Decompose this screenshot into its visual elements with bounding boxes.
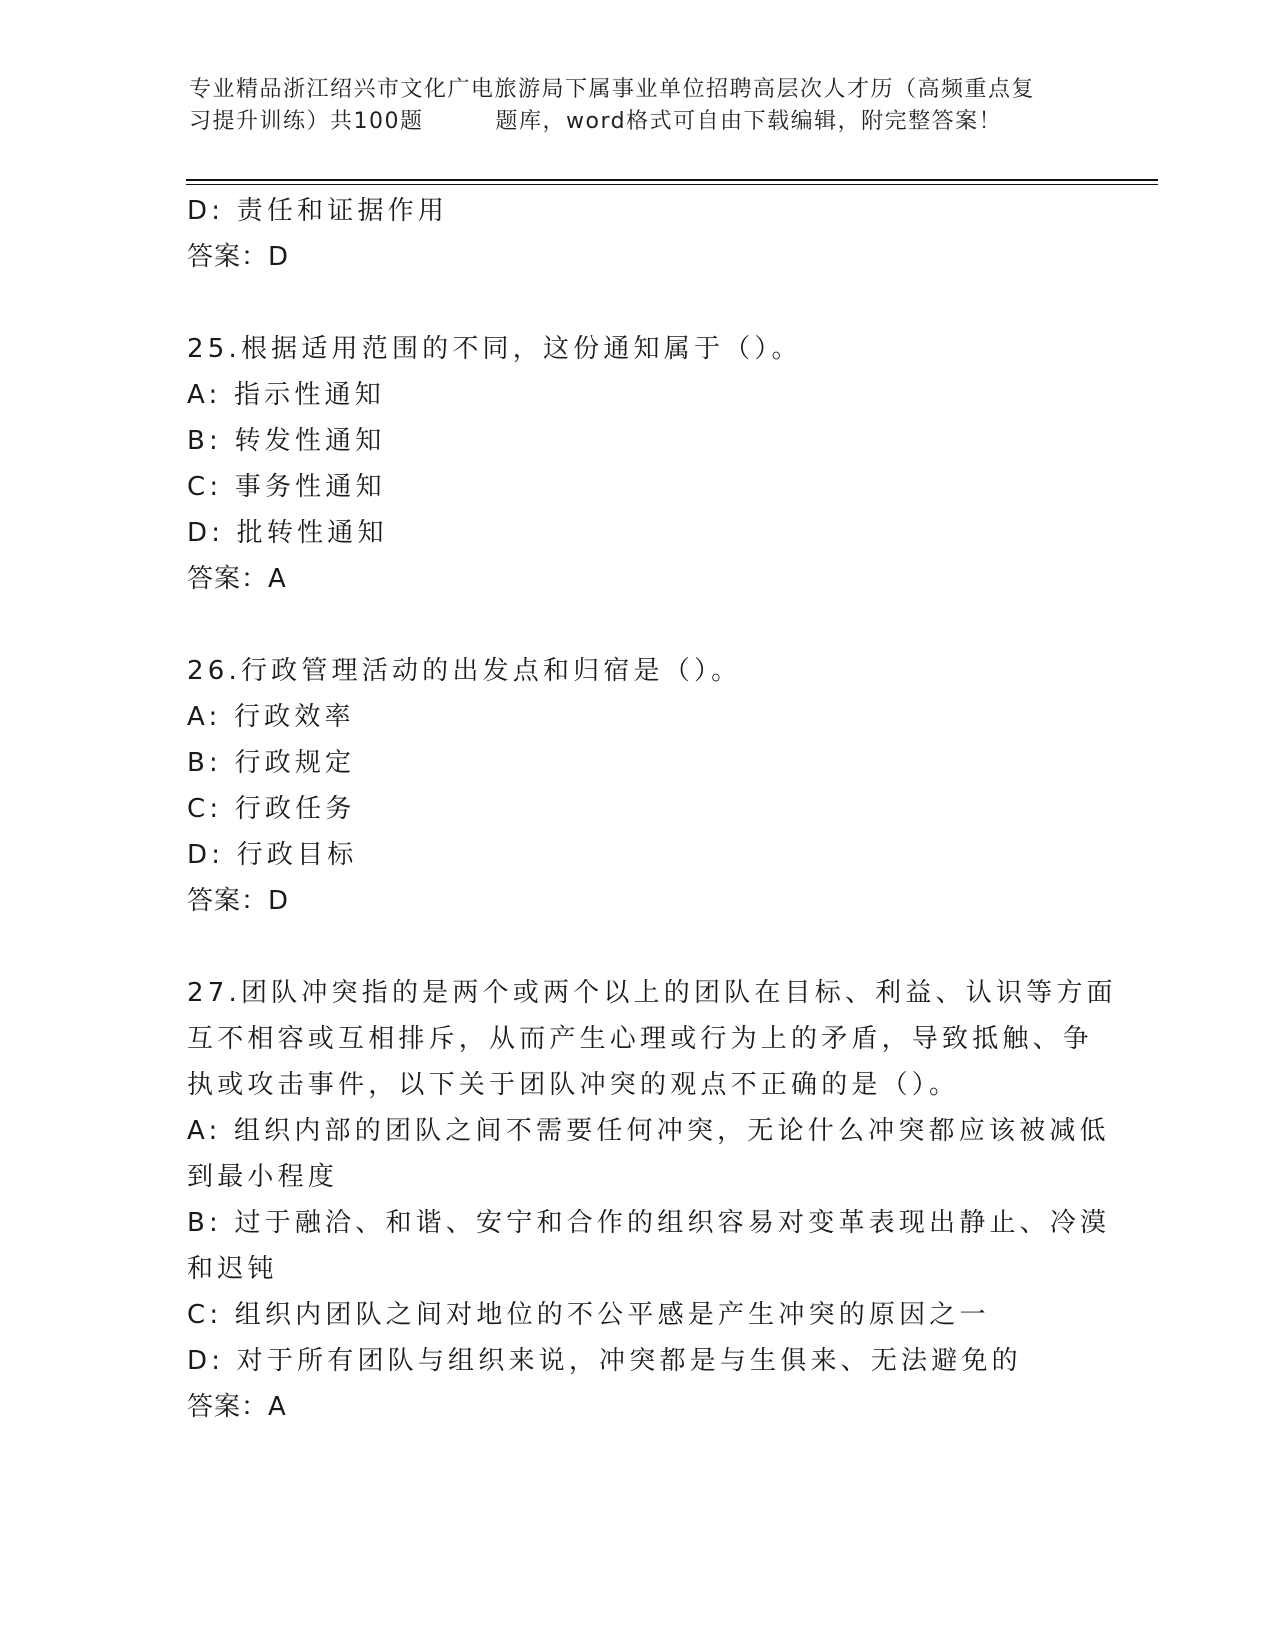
option-b-line: 和迟钝 (187, 1254, 278, 1284)
question-stem-line: 执或攻击事件，以下关于团队冲突的观点不正确的是（）。 (187, 1070, 960, 1100)
header-divider-thin (186, 184, 1158, 185)
question-spacer (187, 924, 1087, 970)
option-c: C: 组织内团队之间对地位的不公平感是产生冲突的原因之一 (187, 1300, 990, 1330)
question-stem-line: 27.团队冲突指的是两个或两个以上的团队在目标、利益、认识等方面 (187, 978, 1117, 1008)
question-block (187, 326, 1087, 602)
header-line-1: 专业精品浙江绍兴市文化广电旅游局下属事业单位招聘高层次人才历（高频重点复 (189, 77, 1036, 102)
header-line-2-left: 习提升训练）共100题 (189, 109, 424, 134)
answer-line: 答案：A (187, 1392, 287, 1422)
option-d: D: 责任和证据作用 (187, 196, 449, 226)
option-d: D: 行政目标 (187, 840, 358, 870)
option-a: A: 指示性通知 (187, 380, 385, 410)
question-spacer (187, 602, 1087, 648)
document-body (187, 188, 1117, 1430)
question-spacer (187, 280, 1087, 326)
option-d: D: 批转性通知 (187, 518, 388, 548)
answer-line: 答案：D (187, 886, 290, 916)
page-header (189, 74, 1089, 138)
question-stem: 25.根据适用范围的不同，这份通知属于（）。 (187, 334, 802, 364)
question-block (187, 648, 1087, 924)
option-a-line: 到最小程度 (187, 1162, 339, 1192)
question-block (187, 970, 1117, 1430)
option-d: D: 对于所有团队与组织来说，冲突都是与生俱来、无法避免的 (187, 1346, 1022, 1376)
answer-line: 答案：D (187, 242, 290, 272)
option-c: C: 行政任务 (187, 794, 356, 824)
option-a: A: 行政效率 (187, 702, 355, 732)
option-c: C: 事务性通知 (187, 472, 386, 502)
question-stem: 26.行政管理活动的出发点和归宿是（）。 (187, 656, 742, 686)
header-line-2 (189, 106, 1089, 138)
option-b: B: 转发性通知 (187, 426, 386, 456)
option-a-line: A: 组织内部的团队之间不需要任何冲突，无论什么冲突都应该被减低 (187, 1116, 1110, 1146)
option-b-line: B: 过于融洽、和谐、安宁和合作的组织容易对变革表现出静止、冷漠 (187, 1208, 1111, 1238)
answer-line: 答案：A (187, 564, 287, 594)
question-stem-line: 互不相容或互相排斥，从而产生心理或行为上的矛盾，导致抵触、争 (187, 1024, 1094, 1054)
option-b: B: 行政规定 (187, 748, 356, 778)
header-divider-thick (186, 179, 1158, 181)
header-line-2-right: 题库，word格式可自由下载编辑，附完整答案！ (495, 109, 1003, 134)
